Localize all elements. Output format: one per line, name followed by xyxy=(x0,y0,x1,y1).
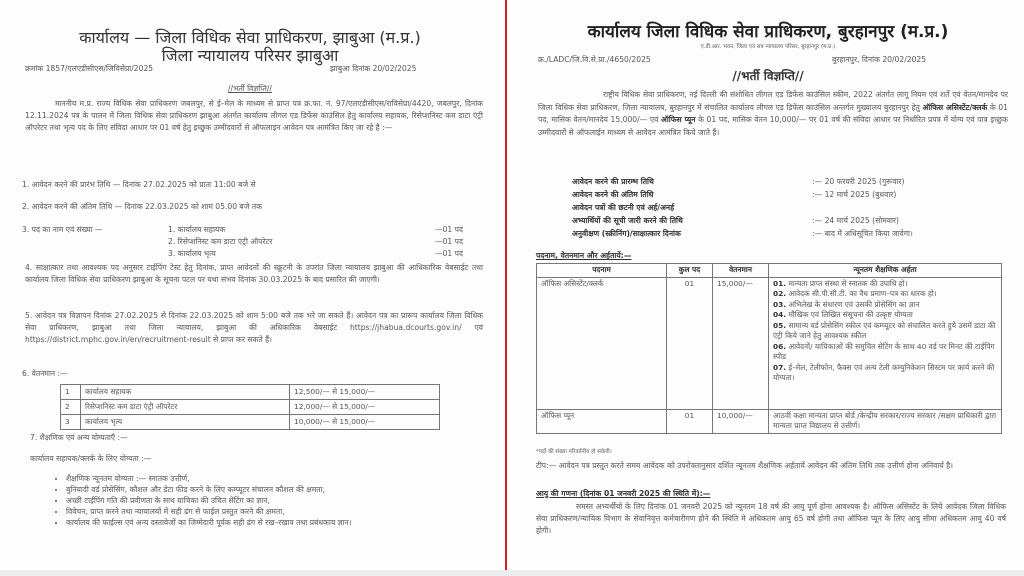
office-subtitle: जिला न्यायालय परिसर झाबुआ xyxy=(161,46,339,65)
cell-pay: 12,000/— से 15,000/— xyxy=(290,400,440,415)
date-row xyxy=(572,201,1002,214)
list-item: • कार्यालय की फाईल्स एवं अन्य दस्तावेजों का जिम्मेदारी पूर्वक सही ढंग से रख–रखाव तथा प्रबंधकाय ज्ञान। xyxy=(66,517,472,528)
notice-heading: //भर्ती विज्ञप्ति// xyxy=(732,69,804,83)
qualifications-label: 7. शैक्षणिक एवं अन्य योग्यताएँ :— xyxy=(30,433,128,442)
cell-pay: 10,000/— xyxy=(713,409,769,433)
notice-date: झाबुआ दिनांक 20/02/2025 xyxy=(330,64,417,73)
header-post: पदनाम xyxy=(537,264,667,278)
intro-paragraph: माननीय म.प्र. राज्य विधिक सेवा प्राधिकरण जबलपुर, से ई–मेल के माध्यम से प्राप्त पत्र क्र.फा. नं. 97/एलएडीसीएस/राविसेप्रा/4420, जबलपुर, दिनांक 12.11.2024 पत्र के पालन में जिला विधिक सेवा प्राधिकरण झाबुआ अंतर्गत कार्यालय लीगल एड डिफेंस काउंसिल हेतु कार्यालय सहायक, रिसेप्शनिस्ट कम डाटा एंट्री ऑपरेटर तथा भृत्य पद के लिए संविदा आधार पर 01 वर्ष हेतु इच्छुक उम्मीदवारों से ऑफलाइन आवेदन पत्र आमंत्रित किए जा रहे है :— xyxy=(25,99,483,132)
qualification-item: 02. आवेदक सी.पी.सी.टी. का वैध प्रमाण–पत्र का धारक हो। xyxy=(773,289,937,298)
cell-qualifications xyxy=(769,277,1002,409)
cell-post: कार्यालय भृत्य xyxy=(81,415,290,430)
intro-text: के 01 पद, मासिक वेतन 10,000/— पर 01 वर्ष की संविदा आधार पर निर्धारित प्रपत्र में योग्य एवं पात्र इच्छुक उम्मीदवारों से ऑफलाईन माध्यम से आवेदन आमंत्रित किये जाते हैं। xyxy=(538,115,1008,137)
post-item xyxy=(168,224,463,236)
date-value: :— 12 मार्च 2025 (बुधवार) xyxy=(812,190,897,199)
notice-heading: //भर्ती विज्ञप्ति// xyxy=(228,84,272,93)
posts-note: *पदों की संख्या परिवर्तनीय हो सकेगी। xyxy=(536,449,612,455)
date-label: अनुवीक्षण (स्क्रीनिंग)/साक्षात्कार दिनांक xyxy=(572,229,681,238)
qualification-table xyxy=(536,263,1002,434)
date-row xyxy=(572,227,1002,240)
bottom-strip xyxy=(0,570,1024,576)
office-address: ए.डी.आर. भवन, जिला एवं सत्र न्यायालय परिसर, बुरहानपुर (म.प्र.) xyxy=(700,44,836,50)
list-item: • शैक्षणिक न्यूनतम योग्यता :— स्नातक उत्तीर्ण, xyxy=(66,473,472,484)
post-highlight: ऑफिस प्यून xyxy=(660,115,696,124)
table-row xyxy=(61,385,440,400)
important-dates xyxy=(572,175,1002,240)
cell-sn: 3 xyxy=(61,415,81,430)
qualification-item: 05. सामान्य वर्ड प्रोसेसिंग स्कील एवं कम्प्यूटर को संचालित करते हुये उसमें डाटा की एंट्री किये जाने हेतु आवश्यक स्कील xyxy=(773,320,996,340)
date-label: आवेदन करने की प्रारम्भ तिथि xyxy=(572,177,654,186)
cell-qualifications xyxy=(769,409,1002,433)
date-value: :— 20 फरवरी 2025 (गुरूवार) xyxy=(812,177,905,186)
cell-pay: 15,000/— xyxy=(713,277,769,409)
post-item xyxy=(168,248,463,260)
cell-post: रिसेप्शनिस्ट कम डाटा एंट्री ऑपरेटर xyxy=(81,400,290,415)
item-5-paragraph: 5. आवेदन पत्र विज्ञापन दिनांक 27.02.2025 से दिनांक 22.03.2025 को शाम 5:00 बजे तक भरे जा सकते हैं। आवेदन पत्र का प्रारूप कार्यालय जिला विधिक सेवा प्राधिकरण, झाबुआ तथा जिला न्यायालय, झाबुआ की अधिकारिक वेबसाईट https://jhabua.dcourts.gov.in/ एवं https://district.mphc.gov.in/en/recruitment-result से प्राप्त कर सकते हैं। xyxy=(25,311,483,344)
header-pay: वेतनमान xyxy=(713,264,769,278)
pay-scale-table xyxy=(60,384,440,430)
qualification-item: 06. आवेदनों/ याचिकाओं की समुचित सेटिंग के साथ 40 वर्ड पर मिनट की टाईपिंग स्पीड xyxy=(773,341,995,361)
table-row xyxy=(537,409,1002,433)
intro-paragraph xyxy=(538,89,1008,139)
post-count: —01 पद xyxy=(434,249,463,258)
jhabua-notice-page xyxy=(0,0,500,570)
post-name: 3. कार्यालय भृत्य xyxy=(168,249,216,258)
intro-text: राष्ट्रीय विधिक सेवा प्राधिकरण, नई दिल्ली की संशोधित लीगल एड डिफेंस काउंसिल स्कीम, 2022 अंतर्गत लागू नियम एवं शर्ते एवं वेतन/मानदेय पर जिला विधिक सेवा प्राधिकरण, जिला न्यायालय, बुरहानपुर में संचालित कार्यालय लीगल एड डिफेंस काउंसिल अन्तर्गत मुख्यालय बुरहानपुर हेतु xyxy=(538,90,1008,112)
date-row xyxy=(572,188,1002,201)
table-row xyxy=(61,400,440,415)
post-item xyxy=(168,236,463,248)
post-name: 2. रिसेप्शनिस्ट कम डाटा एंट्री ऑपरेटर xyxy=(168,237,273,246)
list-item: • विवेचन, प्राप्त करने तथा न्यायालयों में सही ढंग से फाईल प्रस्तुत करने की क्षमता, xyxy=(66,506,472,517)
qualification-item: 01. मान्यता प्राप्त संस्था से स्नातक की उपाधि हो। xyxy=(773,278,908,288)
section-title: पदनाम, वेतनमान और अर्हतायें:— xyxy=(536,251,632,260)
cell-pay: 10,000/— से 15,000/— xyxy=(290,415,440,430)
cell-sn: 2 xyxy=(61,400,81,415)
last-date: 2. आवेदन करने की अंतिम तिथि — दिनांक 22.03.2025 को शाम 05.00 बजे तक xyxy=(22,202,262,211)
burhanpur-notice-page xyxy=(512,0,1024,570)
age-paragraph: समस्त अभ्यर्थीयो के लिए दिनांक 01 जनवरी 2025 को न्यूनतम 18 वर्ष की आयु पूर्ण होना आवश्यक है। ऑफिस असिस्टेंट के लिये आवेदक जिला विधिक सेवा प्राधिकरण/न्यायिक विभाग के सेवानिवृत्त कर्मचारीगण होने की स्थिति मे अधिकतम आयु 65 वर्ष होगी तथा ऑफिस प्यून के लिए आयु सीमा अधिकतम आयु 40 वर्ष होगी। xyxy=(536,502,1006,535)
date-label: अभ्यार्थियों की सूची जारी करने की तिथि xyxy=(572,216,683,225)
list-item: • अच्छी टाईपिंग गति की प्रवीणता के साथ याचिका की उचित सेटिंग का ज्ञान, xyxy=(66,495,472,506)
table-row xyxy=(537,277,1002,409)
reference-number: क्रमांक 1857/एलएडीसीएस/जिविसेप्रा/2025 xyxy=(25,64,154,73)
cell-count: 01 xyxy=(667,409,713,433)
posts-label: 3. पद का नाम एवं संख्या — xyxy=(22,225,103,234)
page-divider xyxy=(505,0,507,576)
start-date: 1. आवेदन करने की प्रारंभ तिथि — दिनांक 27.02.2025 को प्रातः 11:00 बजे से xyxy=(22,180,256,189)
cell-post: ऑफिस प्यून xyxy=(537,409,667,433)
header-qualification: न्यूनतम शैक्षणिक अर्हता xyxy=(769,264,1002,278)
date-value: :— 24 मार्च 2025 (सोमवार) xyxy=(812,216,899,225)
table-header-row xyxy=(537,264,1002,278)
list-item: • बुनियादी वर्ड प्रोसेसिंग, कौशल और डेटा फीड करने के लिए कम्प्यूटर संचालन कौशल की क्षमता, xyxy=(66,484,472,495)
item-4-paragraph: 4. साक्षात्कार तथा आवश्यक पद अनुसार टाईपिंग टेस्ट हेतु दिनांक, प्राप्त आवेदनों की स्क्रूटनी के उपरांत जिला न्यायालय झाबुआ की आधिकारिक वेबसाईट तथा कार्यालय जिला विधिक सेवा प्राधिकरण झाबुआ के सूचना पटल पर यथा संभव दिनांक 30.03.2025 के बाद प्रसारित की जाएगी। xyxy=(25,263,483,284)
post-count: —01 पद xyxy=(434,225,463,234)
date-label: आवेदन करने की अंतिम तिथि xyxy=(572,190,654,199)
post-highlight: ऑफिस असिस्टेंट/क्लर्क xyxy=(922,102,988,112)
office-title: कार्यालय जिला विधिक सेवा प्राधिकरण, बुरहानपुर (म.प्र.) xyxy=(587,22,949,42)
header-count: कुल पद xyxy=(667,264,713,278)
clerk-qualifications-heading: कार्यालय सहायक/क्लर्क के लिए योग्यता :— xyxy=(30,454,152,463)
qualification-item: 04. मौखिक एवं लिखित संसूचना की उत्कृष्ट योग्यता xyxy=(773,310,913,319)
tip-paragraph: टीप:— आवेदन पत्र प्रस्तुत करते समय आवेदक को उपरोक्तानुसार दर्शित न्यूनतम शैक्षणिक अर्हतायें आवेदन की अंतिम तिथि तक उत्तीर्ण होना अनिवार्य है। xyxy=(536,461,954,470)
date-row xyxy=(572,175,1002,188)
pay-scale-label: 6. वेतनमान :— xyxy=(22,369,68,378)
post-count: —01 पद xyxy=(434,237,463,246)
date-value: :— बाद में अधिसूचित किया जावेगा। xyxy=(812,229,913,238)
intro-text: के 01 पद, मासिक वेतन/मानदेय 15,000/— एवं xyxy=(538,102,1008,124)
reference-number: क्र./LADC/जि.वि.से.प्रा./4650/2025 xyxy=(538,55,651,64)
cell-post: ऑफिस असिस्टेंट/क्लर्क xyxy=(537,277,667,409)
office-title: कार्यालय — जिला विधिक सेवा प्राधिकरण, झाबुआ (म.प्र.) xyxy=(79,28,421,47)
cell-post: कार्यालय सहायक xyxy=(81,385,290,400)
cell-count: 01 xyxy=(667,277,713,409)
date-row xyxy=(572,214,1002,227)
qualification-list xyxy=(52,473,472,528)
qualification-item: 03. अभिलेख के संधारण एवं उसकी प्रोसेसिंग का ज्ञान xyxy=(773,299,920,309)
date-label: आवेदन पत्रों की छटनी एवं अर्ह/अनर्ह xyxy=(572,203,675,212)
table-row xyxy=(61,415,440,430)
posts-list xyxy=(168,224,463,260)
cell-pay: 12,500/— से 15,000/— xyxy=(290,385,440,400)
qualification-item: 07. ई–मेल, टेलीफोन, फैक्स एवं अन्य टेली कम्युनिकेशन सिस्टम पर कार्य करने की योग्यता। xyxy=(773,362,995,382)
notice-date: बुरहानपुर, दिनांक 20/02/2025 xyxy=(832,55,927,64)
cell-sn: 1 xyxy=(61,385,81,400)
age-section-title: आयु की गणना (दिनांक 01 जनवरी 2025 की स्थिति में):— xyxy=(536,489,711,498)
qualification-item: आठवीं कक्षा मान्यता प्राप्त बोर्ड /केन्द्रीय सरकार/राज्य सरकार /सक्षम प्राधिकारी द्वारा मान्यता प्राप्त विद्यालय से उत्तीर्ण। xyxy=(773,410,997,430)
post-name: 1. कार्यालय सहायक xyxy=(168,225,226,234)
